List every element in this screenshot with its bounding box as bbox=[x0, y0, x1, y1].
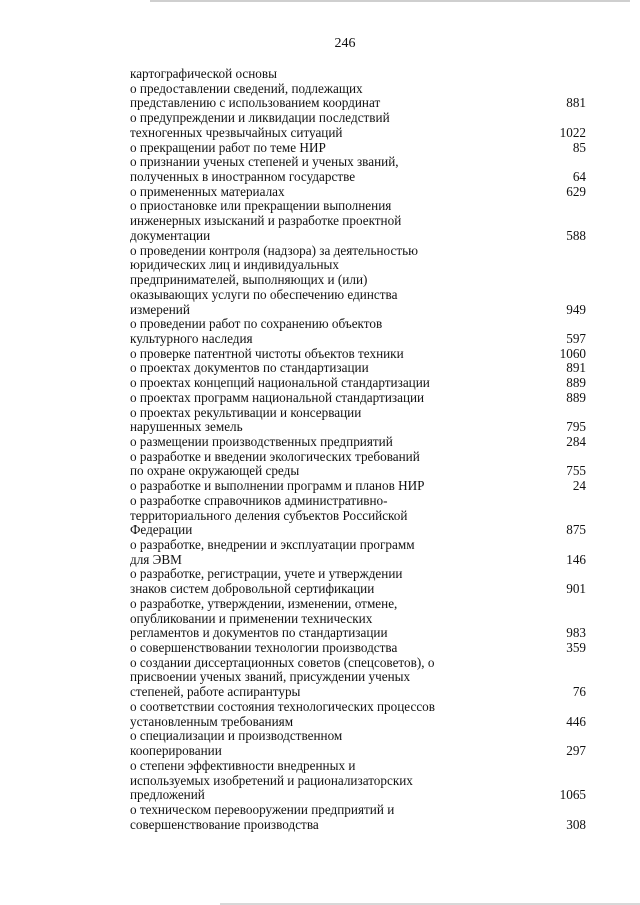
index-list bbox=[130, 67, 586, 832]
index-entry bbox=[130, 406, 586, 435]
entry-text: о проектах документов по стандартизации bbox=[130, 360, 369, 376]
entry-text: о проектах программ национальной стандартизации bbox=[130, 389, 425, 405]
entry-text: о разработке, утверждении, изменении, отмене, опубликовании и применении технических регламентов и документов по стандартизации bbox=[130, 595, 398, 641]
index-entry bbox=[130, 641, 586, 656]
entry-page-number: 949 bbox=[566, 301, 586, 317]
entry-page-number: 85 bbox=[572, 139, 586, 155]
entry-text: о техническом перевооружении предприятий и совершенствование производства bbox=[130, 801, 395, 832]
index-entry bbox=[130, 67, 586, 82]
entry-text: о размещении производственных предприятий bbox=[130, 433, 393, 449]
entry-page-number: 983 bbox=[566, 625, 586, 641]
scan-edge-top bbox=[150, 0, 630, 2]
entry-page-number: 446 bbox=[566, 713, 586, 729]
entry-page-number: 146 bbox=[566, 551, 586, 567]
entry-page-number: 284 bbox=[566, 433, 586, 449]
entry-page-number: 1060 bbox=[559, 345, 586, 361]
index-entry bbox=[130, 111, 586, 140]
entry-text: картографической основы bbox=[130, 66, 277, 81]
index-entry bbox=[130, 244, 586, 318]
index-entry bbox=[130, 376, 586, 391]
index-entry bbox=[130, 141, 586, 156]
entry-text: о разработке, регистрации, учете и утверждении знаков систем добровольной сертификации bbox=[130, 566, 403, 597]
entry-page-number: 875 bbox=[566, 522, 586, 538]
index-entry bbox=[130, 759, 586, 803]
entry-page-number: 629 bbox=[566, 183, 586, 199]
entry-page-number: 889 bbox=[566, 389, 586, 405]
index-entry bbox=[130, 597, 586, 641]
entry-text: о признании ученых степеней и ученых званий, полученных в иностранном государстве bbox=[130, 154, 399, 185]
index-entry bbox=[130, 656, 586, 700]
entry-page-number: 24 bbox=[572, 478, 586, 494]
entry-page-number: 588 bbox=[566, 227, 586, 243]
entry-text: о специализации и производственном кооперировании bbox=[130, 728, 343, 759]
index-entry bbox=[130, 155, 586, 184]
entry-page-number: 359 bbox=[566, 640, 586, 656]
entry-text: о примененных материалах bbox=[130, 183, 285, 199]
index-entry bbox=[130, 185, 586, 200]
index-entry bbox=[130, 729, 586, 758]
index-entry bbox=[130, 494, 586, 538]
entry-text: о проверке патентной чистоты объектов техники bbox=[130, 345, 404, 361]
entry-page-number: 891 bbox=[566, 360, 586, 376]
entry-page-number: 755 bbox=[566, 463, 586, 479]
entry-text: о степени эффективности внедренных и используемых изобретений и рационализаторских предложений bbox=[130, 757, 413, 803]
entry-text: о предупреждении и ликвидации последствий техногенных чрезвычайных ситуаций bbox=[130, 110, 390, 140]
entry-text: о проведении работ по сохранению объектов культурного наследия bbox=[130, 316, 383, 346]
entry-page-number: 901 bbox=[566, 581, 586, 597]
index-entry bbox=[130, 82, 586, 111]
index-entry bbox=[130, 479, 586, 494]
entry-page-number: 881 bbox=[566, 95, 586, 111]
index-entry bbox=[130, 317, 586, 346]
index-entry bbox=[130, 450, 586, 479]
entry-page-number: 64 bbox=[572, 169, 586, 185]
entry-text: о соответствии состояния технологических процессов установленным требованиям bbox=[130, 698, 435, 729]
index-entry bbox=[130, 347, 586, 362]
entry-text: о разработке, внедрении и эксплуатации программ для ЭВМ bbox=[130, 537, 415, 567]
entry-text: о приостановке или прекращении выполнения инженерных изысканий и разработке проектной документации bbox=[130, 198, 402, 243]
entry-page-number: 297 bbox=[566, 743, 586, 759]
entry-page-number: 795 bbox=[566, 419, 586, 435]
entry-text: о предоставлении сведений, подлежащих представлению с использованием координат bbox=[130, 80, 381, 111]
page-number: 246 bbox=[334, 36, 356, 51]
index-entry bbox=[130, 199, 586, 243]
entry-text: о создании диссертационных советов (спецсоветов), о присвоении ученых званий, присуждении ученых степеней, работе аспирантуры bbox=[130, 654, 435, 700]
entry-page-number: 308 bbox=[566, 816, 586, 832]
entry-page-number: 1022 bbox=[559, 124, 586, 140]
index-entry bbox=[130, 391, 586, 406]
index-entry bbox=[130, 803, 586, 832]
entry-page-number: 597 bbox=[566, 330, 586, 346]
entry-text: о прекращении работ по теме НИР bbox=[130, 139, 326, 155]
entry-text: о разработке справочников административно- территориального деления субъектов Российской Федерации bbox=[130, 492, 408, 538]
index-entry bbox=[130, 435, 586, 450]
index-entry bbox=[130, 700, 586, 729]
entry-page-number: 889 bbox=[566, 375, 586, 391]
entry-text: о совершенствовании технологии производства bbox=[130, 640, 398, 656]
entry-text: о проведении контроля (надзора) за деятельностью юридических лиц и индивидуальных предпринимателей, выполняющих и (или) оказывающих услуги по обеспечению единства измерений bbox=[130, 242, 418, 317]
entry-text: о проектах концепций национальной стандартизации bbox=[130, 375, 430, 391]
entry-page-number: 76 bbox=[572, 684, 586, 700]
entry-page-number: 1065 bbox=[559, 787, 586, 803]
index-entry bbox=[130, 567, 586, 596]
entry-text: о проектах рекультивации и консервации нарушенных земель bbox=[130, 404, 362, 435]
entry-text: о разработке и выполнении программ и планов НИР bbox=[130, 478, 425, 494]
index-entry bbox=[130, 361, 586, 376]
entry-text: о разработке и введении экологических требований по охране окружающей среды bbox=[130, 448, 420, 479]
index-entry bbox=[130, 538, 586, 567]
